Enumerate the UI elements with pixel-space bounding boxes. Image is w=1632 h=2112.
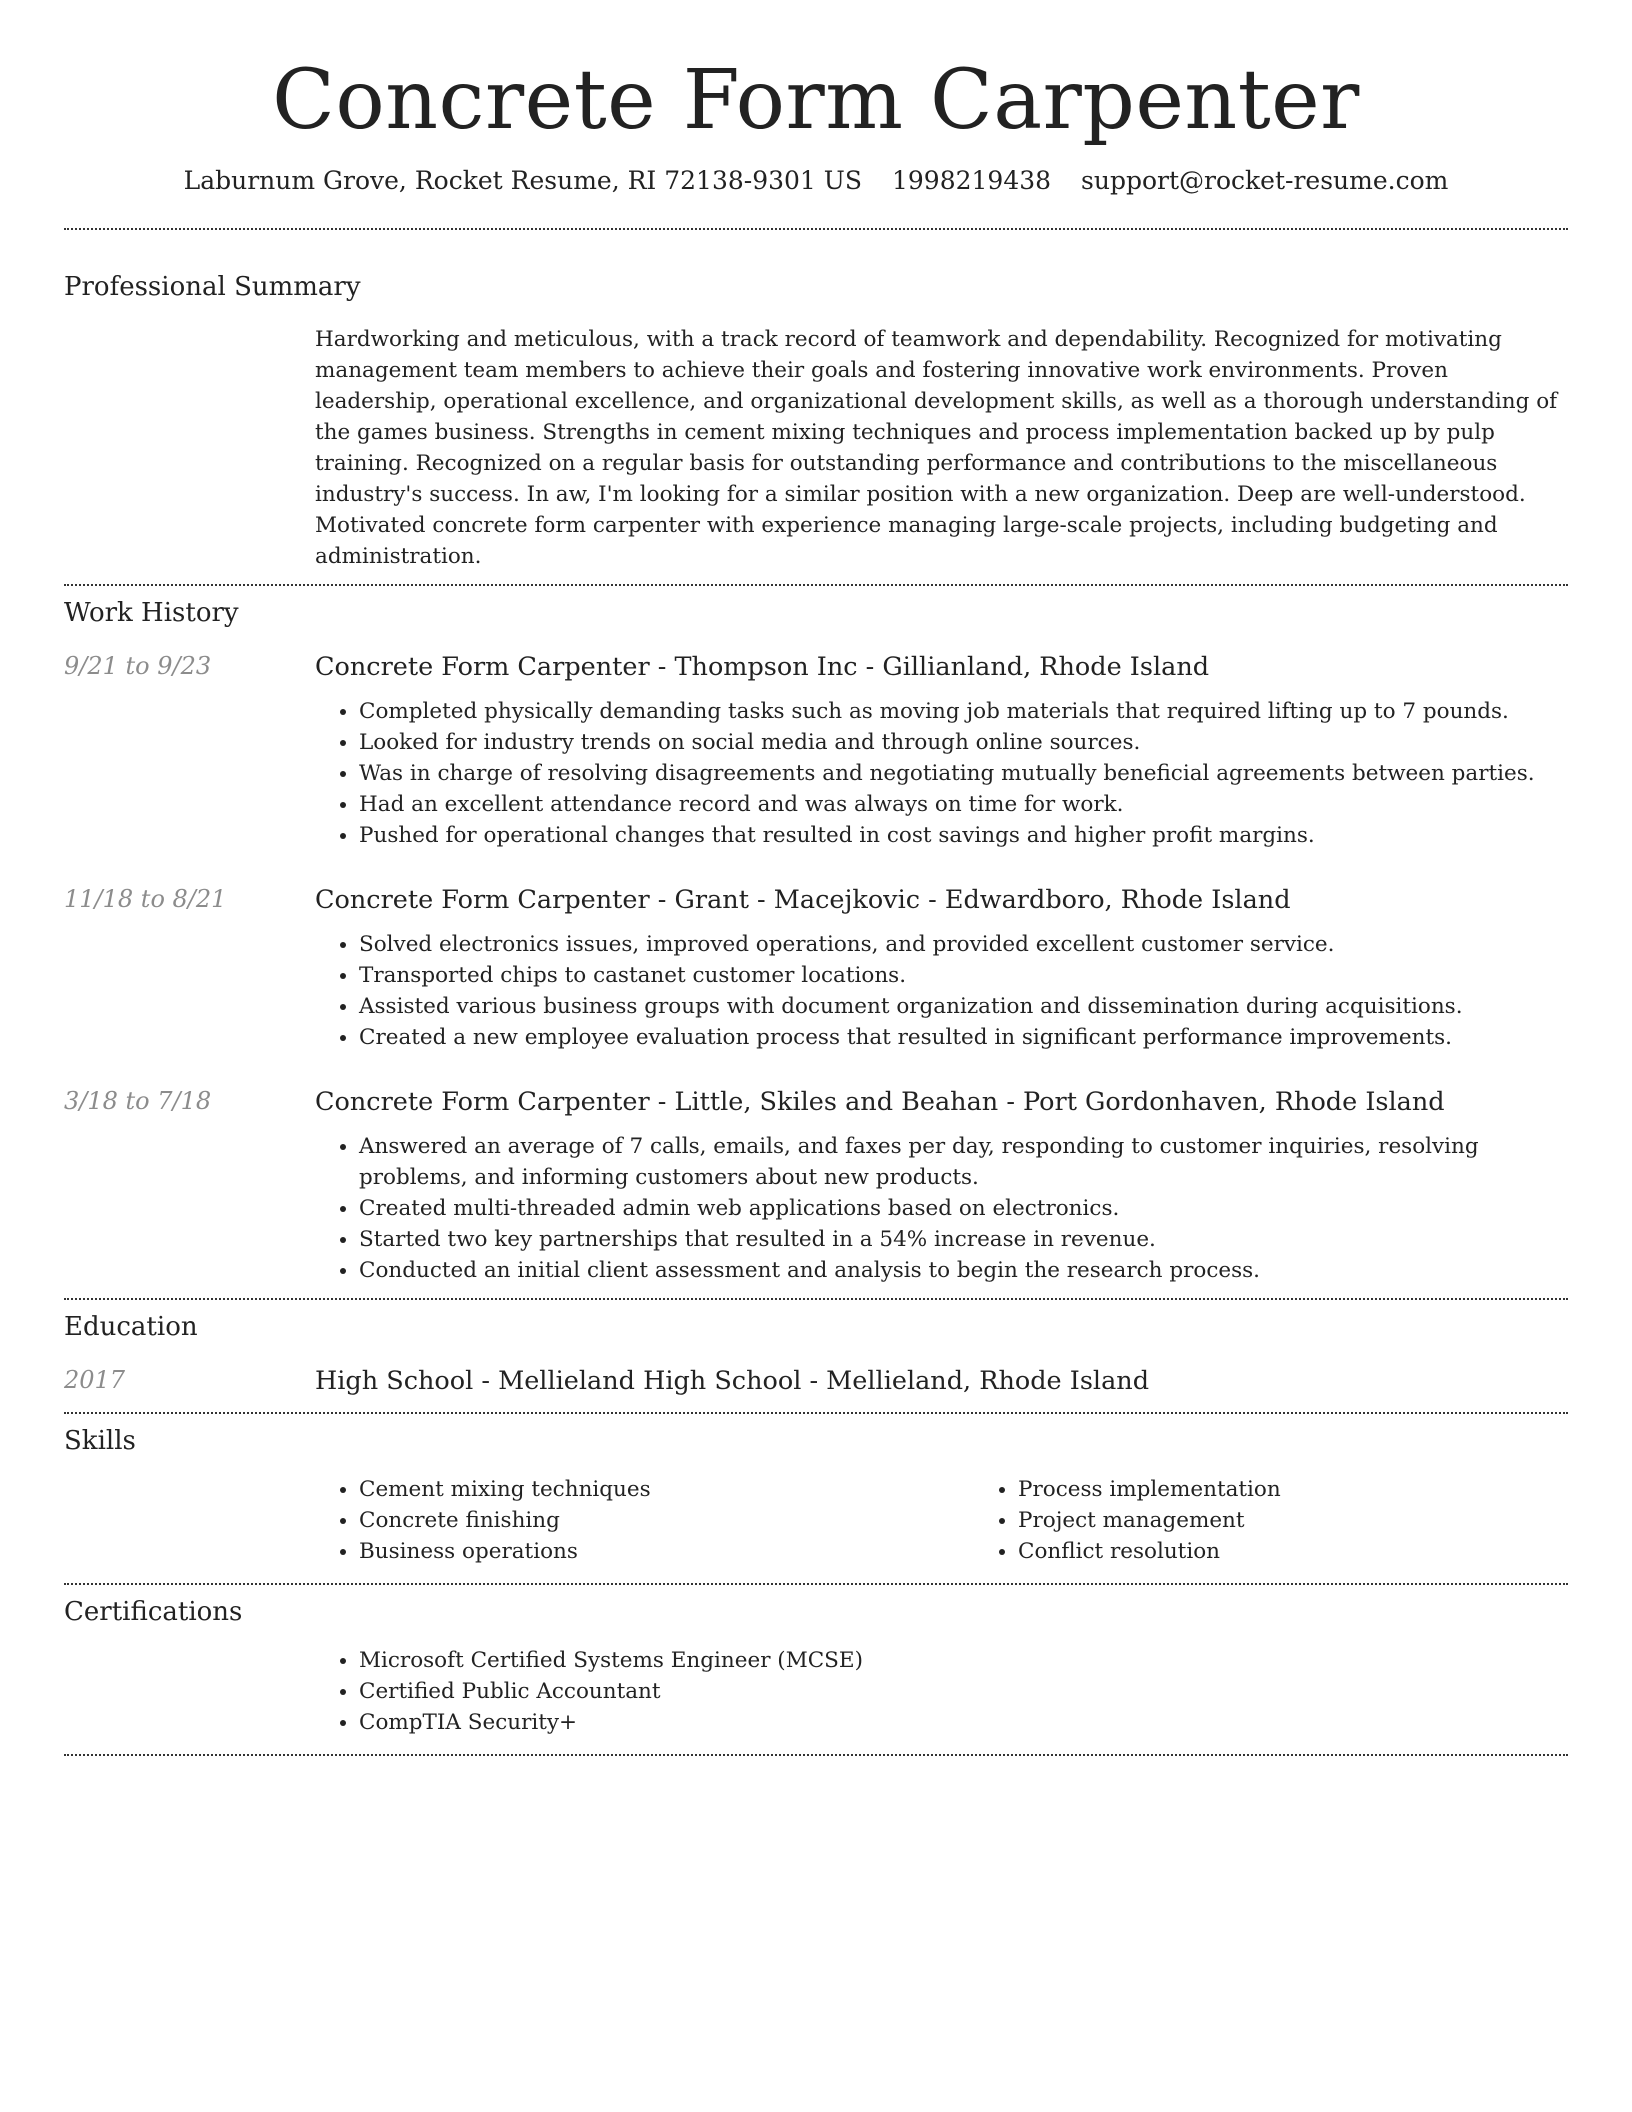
phone: 1998219438 <box>891 166 1052 196</box>
job-entry <box>64 652 1568 851</box>
skills-spacer <box>64 1474 315 1567</box>
education-entry <box>64 1366 1568 1396</box>
section-title-summary: Professional Summary <box>64 272 361 303</box>
job-title: Concrete Form Carpenter - Grant - Macejkovic - Edwardboro, Rhode Island <box>315 885 1291 916</box>
job-bullets <box>315 929 1568 1053</box>
job-title: Concrete Form Carpenter - Little, Skiles and Beahan - Port Gordonhaven, Rhode Island <box>315 1087 1445 1118</box>
list-item: • Had an excellent attendance record and was always on time for work. <box>359 789 1568 820</box>
section-title-certifications: Certifications <box>64 1597 243 1628</box>
list-item: • Solved electronics issues, improved operations, and provided excellent customer service. <box>359 929 1568 960</box>
list-item: • Cement mixing techniques <box>359 1474 974 1505</box>
job-bullets <box>315 696 1568 851</box>
list-item: • Process implementation <box>1018 1474 1632 1505</box>
divider <box>64 584 1568 586</box>
list-item: • Answered an average of 7 calls, emails, and faxes per day, responding to customer inquiries, resolving problems, and informing customers about new products. <box>359 1131 1568 1193</box>
skills-list-left <box>315 1474 974 1567</box>
list-item: • Started two key partnerships that resulted in a 54% increase in revenue. <box>359 1224 1568 1255</box>
job-title: Concrete Form Carpenter - Thompson Inc - Gillianland, Rhode Island <box>315 652 1210 683</box>
certifications-section <box>64 1597 1568 1738</box>
education-section <box>64 1312 1568 1396</box>
skills-list-right <box>974 1474 1632 1567</box>
certifications-list <box>315 1645 1568 1738</box>
skills-section <box>64 1426 1568 1567</box>
list-item: • Conducted an initial client assessment and analysis to begin the research process. <box>359 1255 1568 1286</box>
resume-page <box>64 0 1568 1756</box>
job-dates: 9/21 to 9/23 <box>64 652 212 681</box>
job-dates: 11/18 to 8/21 <box>64 885 227 914</box>
divider <box>64 1754 1568 1756</box>
list-item: • Microsoft Certified Systems Engineer (MCSE) <box>359 1645 1568 1676</box>
section-title-skills: Skills <box>64 1426 136 1457</box>
list-item: • Completed physically demanding tasks such as moving job materials that required lifting up to 7 pounds. <box>359 696 1568 727</box>
job-entry <box>64 885 1568 1053</box>
job-bullets <box>315 1131 1568 1286</box>
address: Laburnum Grove, Rocket Resume, RI 72138-9301 US <box>183 166 862 196</box>
work-history-section <box>64 598 1568 1286</box>
section-title-work: Work History <box>64 598 239 629</box>
list-item: • Assisted various business groups with document organization and dissemination during acquisitions. <box>359 991 1568 1022</box>
email: support@rocket-resume.com <box>1081 166 1449 196</box>
divider <box>64 1583 1568 1585</box>
job-entry <box>64 1087 1568 1286</box>
list-item: • Pushed for operational changes that resulted in cost savings and higher profit margins. <box>359 820 1568 851</box>
list-item: • Project management <box>1018 1505 1632 1536</box>
education-title: High School - Mellieland High School - Mellieland, Rhode Island <box>315 1366 1150 1397</box>
summary-section <box>64 272 1568 572</box>
contact-line <box>64 166 1568 195</box>
list-item: • Conflict resolution <box>1018 1536 1632 1567</box>
job-dates: 3/18 to 7/18 <box>64 1087 212 1116</box>
divider <box>64 1412 1568 1414</box>
summary-spacer <box>64 324 315 572</box>
list-item: • CompTIA Security+ <box>359 1707 1568 1738</box>
candidate-name: Concrete Form Carpenter <box>272 53 1360 148</box>
certifications-spacer <box>64 1645 315 1738</box>
summary-text: Hardworking and meticulous, with a track record of teamwork and dependability. Recognized for motivating management team members to achieve their goals and fostering innovative work environments. Proven leadership, operational excellence, and organizational development skills, as well as a thorough understanding of the games business. Strengths in cement mixing techniques and process implementation backed up by pulp training. Recognized on a regular basis for outstanding performance and contributions to the miscellaneous industry's success. In aw, I'm looking for a similar position with a new organization. Deep are well-understood. Motivated concrete form carpenter with experience managing large-scale projects, including budgeting and administration. <box>315 327 1558 570</box>
divider <box>64 1298 1568 1300</box>
divider <box>64 228 1568 230</box>
list-item: • Created a new employee evaluation process that resulted in significant performance improvements. <box>359 1022 1568 1053</box>
list-item: • Was in charge of resolving disagreements and negotiating mutually beneficial agreements between parties. <box>359 758 1568 789</box>
list-item: • Business operations <box>359 1536 974 1567</box>
list-item: • Created multi-threaded admin web applications based on electronics. <box>359 1193 1568 1224</box>
list-item: • Concrete finishing <box>359 1505 974 1536</box>
list-item: • Transported chips to castanet customer locations. <box>359 960 1568 991</box>
education-year: 2017 <box>64 1366 126 1395</box>
list-item: • Looked for industry trends on social media and through online sources. <box>359 727 1568 758</box>
section-title-education: Education <box>64 1312 198 1343</box>
list-item: • Certified Public Accountant <box>359 1676 1568 1707</box>
